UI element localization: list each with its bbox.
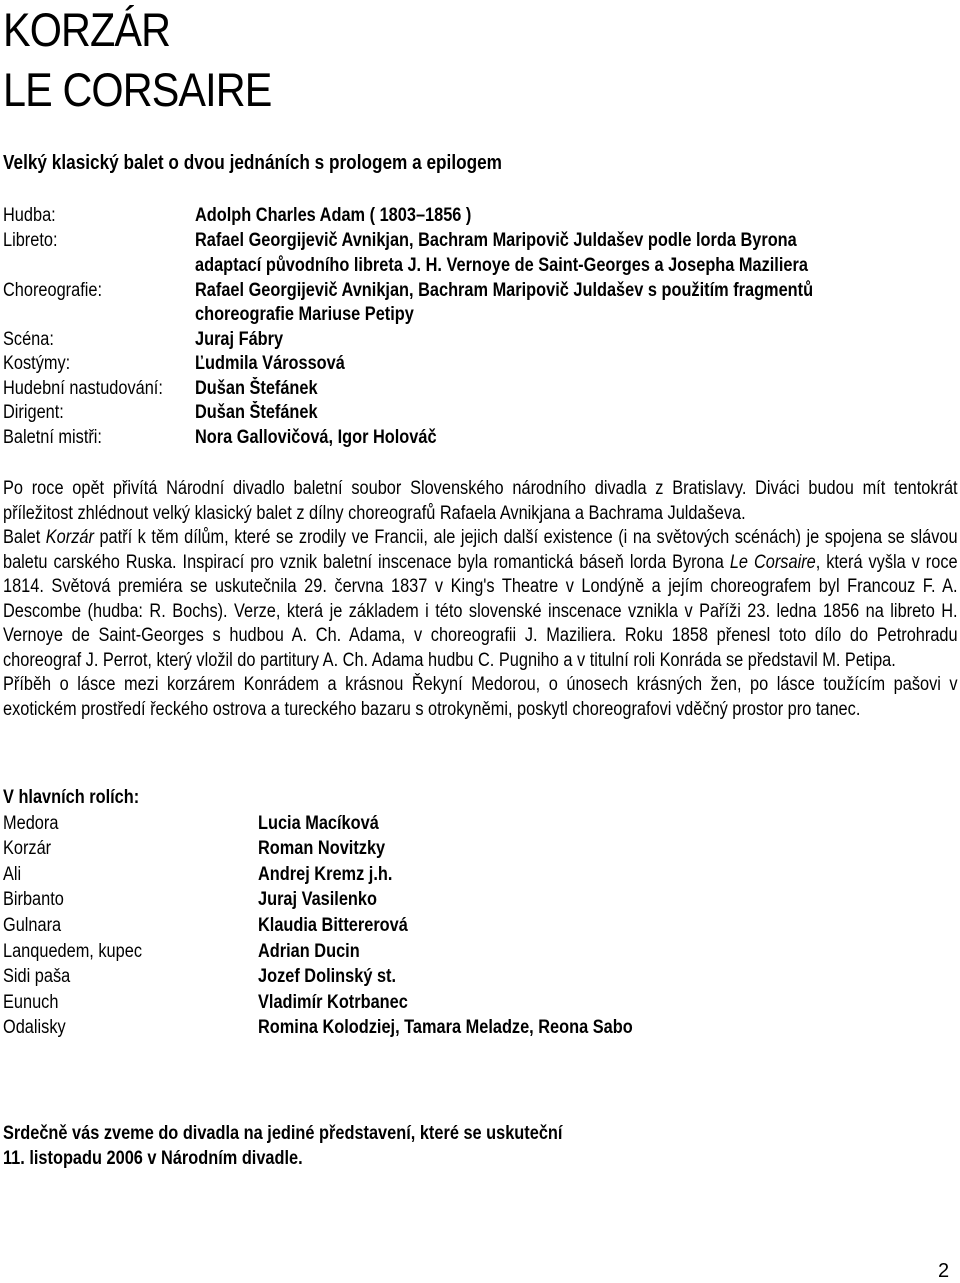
cast-role: Eunuch — [3, 992, 59, 1013]
cast-role: Ali — [3, 864, 22, 885]
credit-value: Dušan Štefánek — [195, 378, 318, 399]
cast-role: Odalisky — [3, 1017, 66, 1038]
credit-value: Ľudmila Várossová — [195, 353, 345, 374]
credit-value: choreografie Mariuse Petipy — [195, 304, 414, 325]
cast-actor: Lucia Macíková — [258, 813, 379, 834]
credit-label: Baletní mistři: — [3, 427, 102, 448]
credit-label: Dirigent: — [3, 402, 64, 423]
cast-actor: Andrej Kremz j.h. — [258, 864, 393, 885]
page-number: 2 — [938, 1260, 950, 1282]
cast-role: Sidi paša — [3, 966, 71, 987]
cast-actor: Romina Kolodziej, Tamara Meladze, Reona Sabo — [258, 1017, 633, 1038]
credit-value: Adolph Charles Adam ( 1803–1856 ) — [195, 205, 472, 226]
credit-value: adaptací původního libreta J. H. Vernoye de Saint-Georges a Josepha Maziliera — [195, 255, 808, 276]
credit-label: Hudební nastudování: — [3, 378, 163, 399]
paragraph-history: Balet Korzár patří k těm dílům, které se zrodily ve Francii, ale jejich další existence (i na světových scénách) je spojena se slávou baletu carského Ruska. Inspirací pro vznik baletní inscenace byla romantická báseň lorda Byrona Le Corsaire, která vyšla v roce 1814. Světová premiéra se uskutečnila 29. června 1837 v King's Theatre v Londýně a jejím choreografem byl Francouz F. A. Descombe (hudba: R. Bochs). Verze, která je základem i této slovenské inscenace vznikla v Paříži 23. ledna 1856 na libreto H. Vernoye de Saint-Georges s hudbou A. Ch. Adama, v choreografii J. Maziliera. Roku 1858 přenesl toto dílo do Petrohradu choreograf J. Perrot, který vložil do partitury A. Ch. Adama hudbu C. Pugniho a v titulní roli Konráda se představil M. Petipa. — [3, 527, 958, 671]
credit-label: Choreografie: — [3, 280, 103, 301]
cast-role: Lanquedem, kupec — [3, 941, 142, 962]
cast-actor: Vladimír Kotrbanec — [258, 992, 408, 1013]
cast-actor: Juraj Vasilenko — [258, 889, 377, 910]
cast-actor: Adrian Ducin — [258, 941, 360, 962]
invitation — [3, 1121, 562, 1171]
cast-actor: Jozef Dolinský st. — [258, 966, 397, 987]
cast-actor: Klaudia Bittererová — [258, 915, 408, 936]
title-czech: KORZÁR — [3, 3, 171, 56]
credit-label: Scéna: — [3, 329, 54, 350]
credit-value: Juraj Fábry — [195, 329, 284, 350]
credit-label: Kostýmy: — [3, 353, 71, 374]
body-text — [3, 477, 958, 722]
title-french: LE CORSAIRE — [3, 63, 272, 116]
work-title: Korzár — [45, 527, 94, 548]
invitation-date: 11. listopadu 2006 v Národním divadle. — [3, 1148, 303, 1169]
cast-role: Korzár — [3, 838, 52, 859]
credit-value: Dušan Štefánek — [195, 402, 318, 423]
cast-role: Medora — [3, 813, 59, 834]
paragraph-intro: Po roce opět přivítá Národní divadlo baletní soubor Slovenského národního divadla z Bratislavy. Diváci budou mít tentokrát příležitost zhlédnout velký klasický balet z dílny choreografů Rafaela Avnikjana a Bachrama Juldaševa. — [3, 478, 958, 524]
subtitle: Velký klasický balet o dvou jednáních s prologem a epilogem — [3, 152, 502, 174]
credit-label: Hudba: — [3, 205, 56, 226]
credit-value: Rafael Georgijevič Avnikjan, Bachram Maripovič Juldašev podle lorda Byrona — [195, 230, 797, 251]
poem-title: Le Corsaire — [729, 551, 816, 573]
paragraph-story: Příběh o lásce mezi korzárem Konrádem a krásnou Řekyní Medorou, o únosech krásných žen, po lásce toužícím pašovi v exotickém prostředí řeckého ostrova a tureckého bazaru s otrokyněmi, poskytl choreografovi vděčný prostor pro tanec. — [3, 674, 958, 720]
cast-role: Birbanto — [3, 889, 64, 910]
credit-value: Nora Gallovičová, Igor Holováč — [195, 427, 437, 448]
credit-value: Rafael Georgijevič Avnikjan, Bachram Maripovič Juldašev s použitím fragmentů — [195, 280, 814, 301]
cast-role: Gulnara — [3, 915, 62, 936]
cast-heading: V hlavních rolích: — [3, 787, 140, 808]
cast-actor: Roman Novitzky — [258, 838, 386, 859]
credit-label: Libreto: — [3, 230, 58, 251]
invitation-line: Srdečně vás zveme do divadla na jediné představení, které se uskuteční — [3, 1123, 563, 1144]
